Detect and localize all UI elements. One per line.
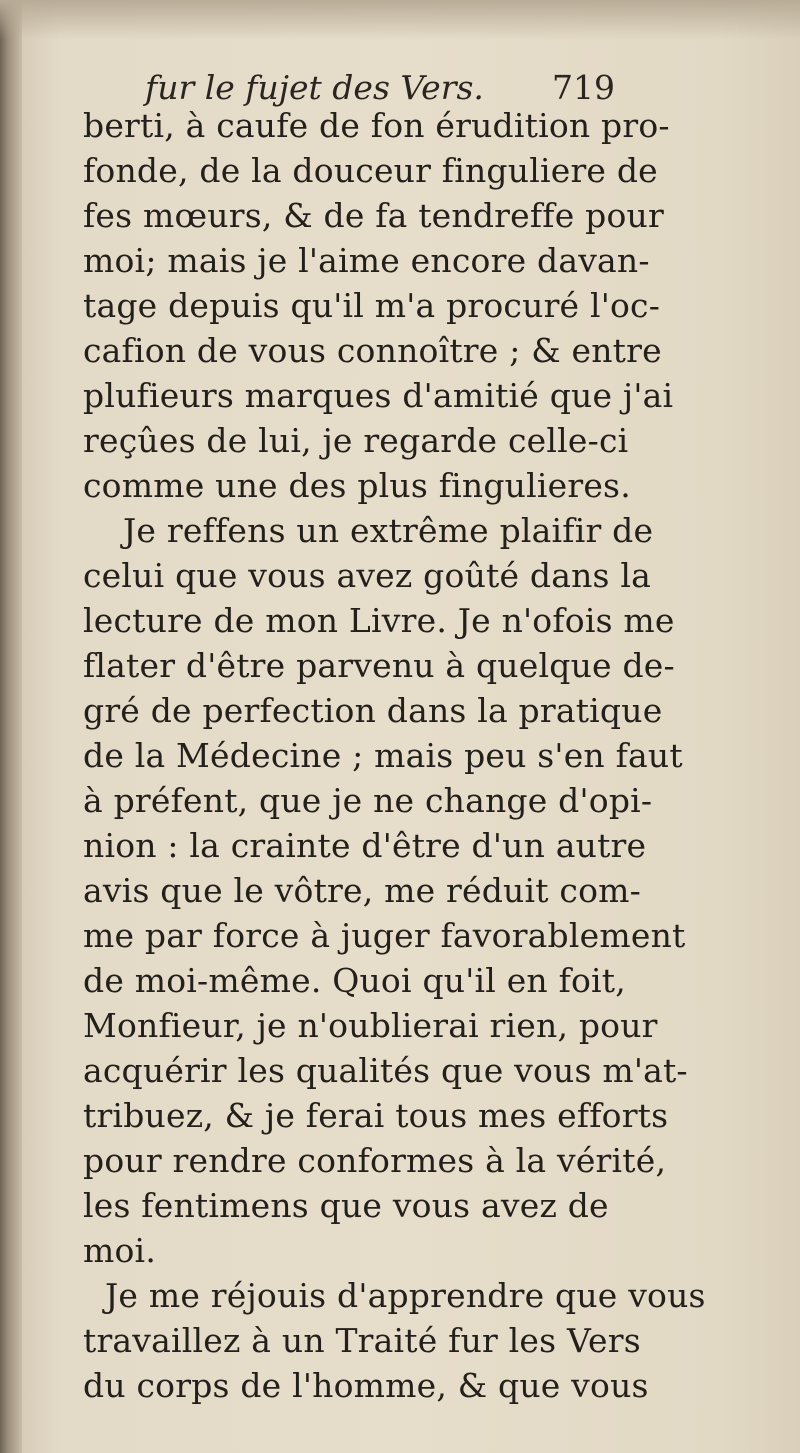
text-line: travaillez à un Traité fur les Vers bbox=[83, 1321, 641, 1360]
text-line: du corps de l'homme, & que vous bbox=[83, 1366, 649, 1405]
paragraph-start-line: Je reffens un extrême plaifir de bbox=[123, 511, 654, 550]
text-line: berti, à caufe de fon érudition pro- bbox=[83, 106, 670, 145]
text-line: moi; mais je l'aime encore davan- bbox=[83, 241, 650, 280]
page-binding-shadow bbox=[0, 0, 22, 1453]
text-line: plufieurs marques d'amitié que j'ai bbox=[83, 376, 674, 415]
text-line: comme une des plus fingulieres. bbox=[83, 466, 631, 505]
text-line: avis que le vôtre, me réduit com- bbox=[83, 871, 642, 910]
text-line: tribuez, & je ferai tous mes efforts bbox=[83, 1096, 669, 1135]
text-line: de la Médecine ; mais peu s'en faut bbox=[83, 736, 683, 775]
text-line: moi. bbox=[83, 1231, 157, 1270]
text-line: reçûes de lui, je regarde celle-ci bbox=[83, 421, 629, 460]
text-line: flater d'être parvenu à quelque de- bbox=[83, 646, 675, 685]
text-line: gré de perfection dans la pratique bbox=[83, 691, 663, 730]
text-line: me par force à juger favorablement bbox=[83, 916, 686, 955]
text-line: pour rendre conformes à la vérité, bbox=[83, 1141, 667, 1180]
text-line: fes mœurs, & de fa tendreffe pour bbox=[83, 196, 664, 235]
text-line: nion : la crainte d'être d'un autre bbox=[83, 826, 647, 865]
text-line: de moi-même. Quoi qu'il en foit, bbox=[83, 961, 626, 1000]
text-line: celui que vous avez goûté dans la bbox=[83, 556, 652, 595]
text-line: tage depuis qu'il m'a procuré l'oc- bbox=[83, 286, 661, 325]
running-title: fur le fujet des Vers. bbox=[145, 68, 484, 107]
page-top-shadow bbox=[0, 0, 800, 40]
text-line: lecture de mon Livre. Je n'ofois me bbox=[83, 601, 675, 640]
text-line: à préfent, que je ne change d'opi- bbox=[83, 781, 653, 820]
body-text bbox=[83, 103, 706, 1408]
page-header bbox=[145, 68, 615, 108]
page-number: 719 bbox=[552, 68, 615, 107]
text-line: fonde, de la douceur finguliere de bbox=[83, 151, 658, 190]
text-line: acquérir les qualités que vous m'at- bbox=[83, 1051, 688, 1090]
paragraph-start-line: Je me réjouis d'apprendre que vous bbox=[105, 1276, 706, 1315]
text-line: les fentimens que vous avez de bbox=[83, 1186, 609, 1225]
text-line: cafion de vous connoître ; & entre bbox=[83, 331, 662, 370]
text-line: Monfieur, je n'oublierai rien, pour bbox=[83, 1006, 658, 1045]
